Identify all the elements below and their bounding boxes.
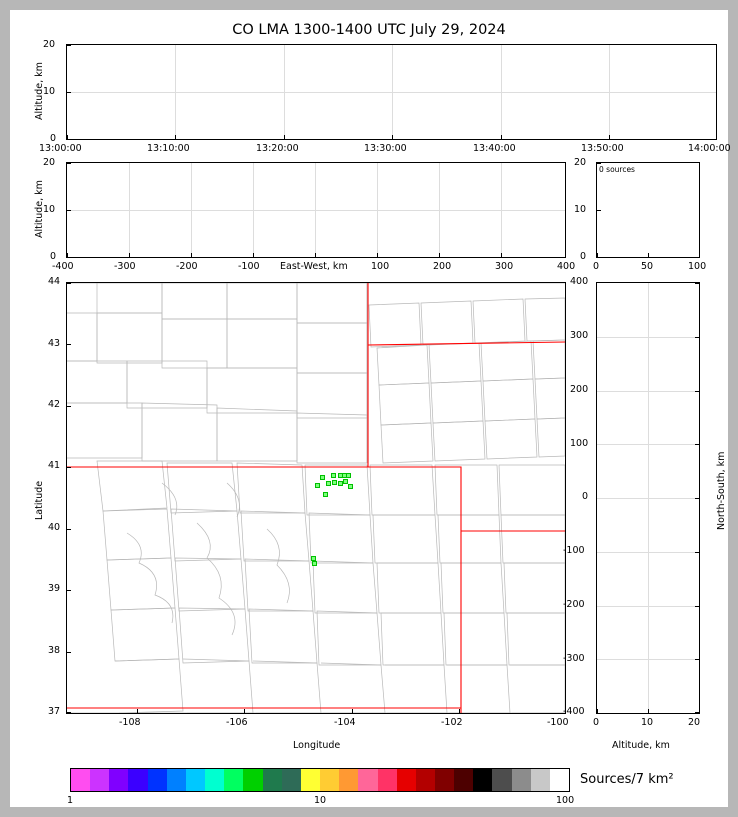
tick-label: -200 (176, 261, 198, 272)
lma-source-marker (338, 481, 343, 486)
tick-label: 200 (433, 261, 452, 272)
colorbar-swatch (224, 769, 243, 791)
tick-label: -300 (563, 653, 585, 664)
tick-label: -200 (563, 599, 585, 610)
colorbar-swatch (148, 769, 167, 791)
tick-label: 100 (570, 438, 589, 449)
colorbar-label: Sources/7 km² (580, 772, 674, 787)
tick-label: -100 (563, 545, 585, 556)
colorbar-swatch (531, 769, 550, 791)
tick-label: 100 (688, 261, 707, 272)
colorbar-swatch (186, 769, 205, 791)
colorbar-swatch (435, 769, 454, 791)
axis-label-east-west: East-West, km (280, 261, 348, 272)
time-height-panel[interactable] (66, 44, 717, 140)
tick-label: 20 (43, 39, 56, 50)
tick-label: 13:40:00 (473, 143, 516, 154)
colorbar-swatch (282, 769, 301, 791)
colorbar-swatch (339, 769, 358, 791)
lma-source-marker (348, 484, 353, 489)
tick-label: 100 (371, 261, 390, 272)
colorbar-swatch (454, 769, 473, 791)
lma-source-marker (323, 492, 328, 497)
axis-label-latitude: Latitude (34, 480, 45, 520)
colorbar-swatch (512, 769, 531, 791)
axis-label-altitude: Altitude, km (34, 180, 45, 238)
tick-label: 200 (570, 384, 589, 395)
colorbar-tick: 100 (556, 795, 575, 806)
axis-label-longitude: Longitude (293, 740, 341, 751)
lma-source-marker (331, 473, 336, 478)
tick-label: 13:00:00 (39, 143, 82, 154)
map-panel[interactable] (66, 282, 566, 714)
tick-label: 0 (593, 717, 600, 728)
tick-label: 0 (580, 251, 587, 262)
tick-label: 0 (582, 491, 589, 502)
page-title: CO LMA 1300-1400 UTC July 29, 2024 (232, 22, 506, 38)
lma-source-marker (315, 483, 320, 488)
tick-label: 14:00:00 (688, 143, 731, 154)
lma-source-marker (320, 475, 325, 480)
tick-label: 0 (50, 133, 57, 144)
colorbar-swatch (473, 769, 492, 791)
colorbar-swatch (263, 769, 282, 791)
east-west-height-panel[interactable] (66, 162, 566, 258)
colorbar-swatch (301, 769, 320, 791)
colorbar-swatch (128, 769, 147, 791)
tick-label: 0 (593, 261, 600, 272)
source-histogram-panel[interactable] (596, 162, 700, 258)
map-geography (67, 283, 565, 713)
tick-label: 13:30:00 (364, 143, 407, 154)
tick-label: 37 (48, 706, 61, 717)
tick-label: 44 (48, 276, 61, 287)
axis-label-north-south: North-South, km (716, 451, 727, 530)
colorbar-swatch (90, 769, 109, 791)
axis-label-altitude-bottom: Altitude, km (612, 740, 670, 751)
colorbar-swatch (416, 769, 435, 791)
colorbar-swatch (397, 769, 416, 791)
histogram-annotation: 0 sources (599, 165, 635, 174)
tick-label: 300 (495, 261, 514, 272)
tick-label: 41 (48, 460, 61, 471)
tick-label: 10 (574, 204, 587, 215)
tick-label: 20 (43, 157, 56, 168)
tick-label: -300 (114, 261, 136, 272)
lma-source-marker (312, 561, 317, 566)
tick-label: -100 (547, 717, 569, 728)
figure-canvas (10, 10, 731, 807)
colorbar-swatch (378, 769, 397, 791)
tick-label: 0 (50, 251, 57, 262)
tick-label: 20 (574, 157, 587, 168)
colorbar-swatch (109, 769, 128, 791)
tick-label: 43 (48, 338, 61, 349)
lma-source-marker (326, 481, 331, 486)
colorbar-tick: 10 (314, 795, 327, 806)
tick-label: -108 (119, 717, 141, 728)
tick-label: -400 (563, 706, 585, 717)
lma-source-marker (346, 473, 351, 478)
tick-label: -400 (52, 261, 74, 272)
tick-label: -106 (226, 717, 248, 728)
tick-label: 40 (48, 522, 61, 533)
tick-label: 13:10:00 (147, 143, 190, 154)
tick-label: 10 (43, 204, 56, 215)
colorbar-swatch (492, 769, 511, 791)
lma-source-marker (332, 480, 337, 485)
tick-label: 13:20:00 (256, 143, 299, 154)
tick-label: 10 (641, 717, 654, 728)
tick-label: 300 (570, 330, 589, 341)
tick-label: 400 (570, 276, 589, 287)
tick-label: -102 (441, 717, 463, 728)
tick-label: 39 (48, 583, 61, 594)
tick-label: 38 (48, 645, 61, 656)
tick-label: 13:50:00 (581, 143, 624, 154)
colorbar-swatch (205, 769, 224, 791)
tick-label: -104 (334, 717, 356, 728)
colorbar-tick: 1 (67, 795, 74, 806)
tick-label: 50 (641, 261, 654, 272)
colorbar-swatch (320, 769, 339, 791)
tick-label: 42 (48, 399, 61, 410)
tick-label: 20 (688, 717, 701, 728)
north-south-height-panel[interactable] (596, 282, 700, 714)
colorbar-swatch (550, 769, 569, 791)
axis-label-altitude: Altitude, km (34, 62, 45, 120)
colorbar-swatch (243, 769, 262, 791)
tick-label: 10 (43, 86, 56, 97)
tick-label: 400 (557, 261, 576, 272)
colorbar-swatch (167, 769, 186, 791)
colorbar[interactable] (70, 768, 570, 792)
colorbar-swatch (358, 769, 377, 791)
tick-label: -100 (238, 261, 260, 272)
colorbar-swatch (71, 769, 90, 791)
